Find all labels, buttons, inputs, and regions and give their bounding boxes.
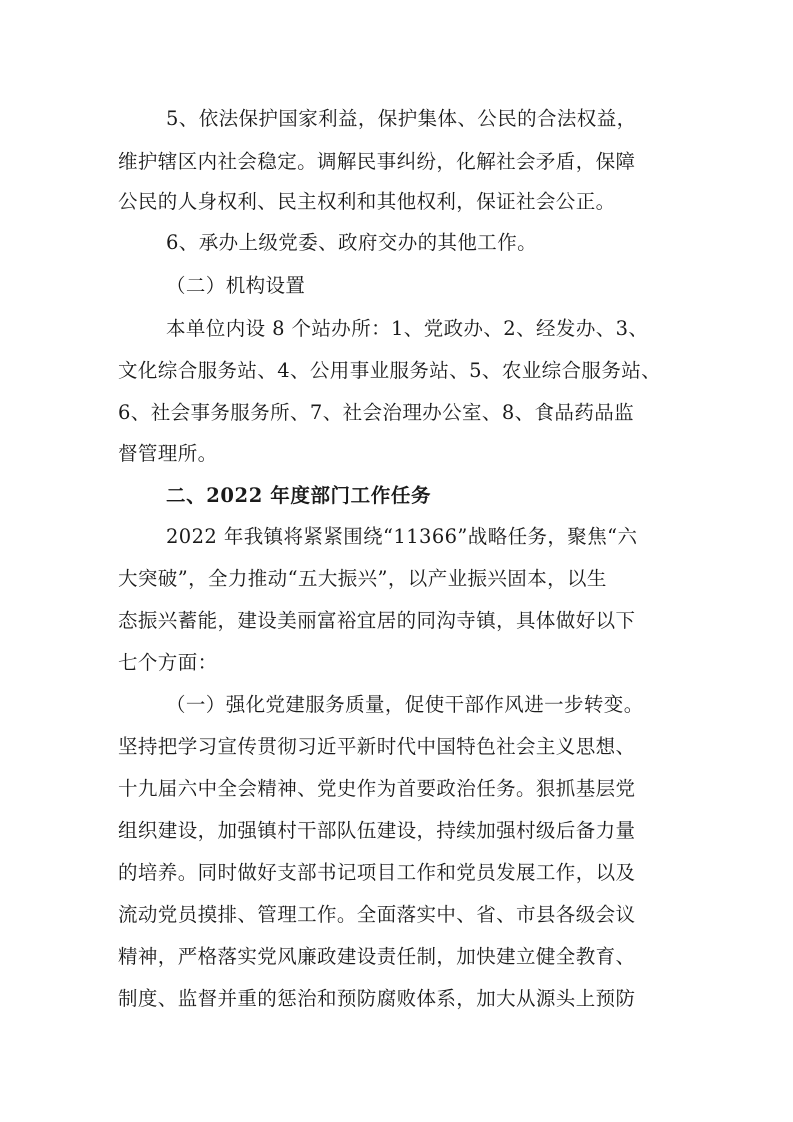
paragraph-line: 精神，严格落实党风廉政建设责任制，加快建立健全教育、 — [118, 945, 636, 968]
paragraph-line: 态振兴蓄能，建设美丽富裕宜居的同沟寺镇，具体做好以下 — [118, 609, 636, 632]
paragraph-line: 6、社会事务服务所、7、社会治理办公室、8、食品药品监 — [118, 401, 635, 424]
paragraph-line: 维护辖区内社会稳定。调解民事纠纷，化解社会矛盾，保障 — [118, 150, 636, 173]
paragraph-line: 十九届六中全会精神、党史作为首要政治任务。狠抓基层党 — [118, 777, 636, 800]
paragraph-line: 公民的人身权利、民主权利和其他权利，保证社会公正。 — [118, 190, 616, 213]
paragraph-line: 组织建设，加强镇村干部队伍建设，持续加强村级后备力量 — [118, 819, 636, 842]
paragraph-line: 6、承办上级党委、政府交办的其他工作。 — [166, 231, 538, 254]
paragraph-line: 2022 年我镇将紧紧围绕“11366”战略任务，聚焦“六 — [166, 525, 638, 548]
paragraph-line: 文化综合服务站、4、公用事业服务站、5、农业综合服务站、 — [118, 359, 662, 382]
section-subheading: （一）强化党建服务质量，促使干部作风进一步转变。 — [166, 693, 644, 716]
paragraph-line: 5、依法保护国家利益，保护集体、公民的合法权益， — [166, 107, 637, 130]
paragraph-line: 制度、监督并重的惩治和预防腐败体系，加大从源头上预防 — [118, 987, 636, 1010]
paragraph-line: 督管理所。 — [118, 442, 218, 465]
paragraph-line: 的培养。同时做好支部书记项目工作和党员发展工作，以及 — [118, 861, 636, 884]
section-subheading: （二）机构设置 — [166, 274, 306, 297]
paragraph-line: 大突破”，全力推动“五大振兴”，以产业振兴固本，以生 — [118, 567, 607, 590]
paragraph-line: 流动党员摸排、管理工作。全面落实中、省、市县各级会议 — [118, 903, 636, 926]
section-heading: 二、2022 年度部门工作任务 — [166, 484, 432, 507]
paragraph-line: 本单位内设 8 个站办所：1、党政办、2、经发办、3、 — [166, 317, 649, 340]
paragraph-line: 七个方面： — [118, 651, 218, 674]
paragraph-line: 坚持把学习宣传贯彻习近平新时代中国特色社会主义思想、 — [118, 735, 636, 758]
